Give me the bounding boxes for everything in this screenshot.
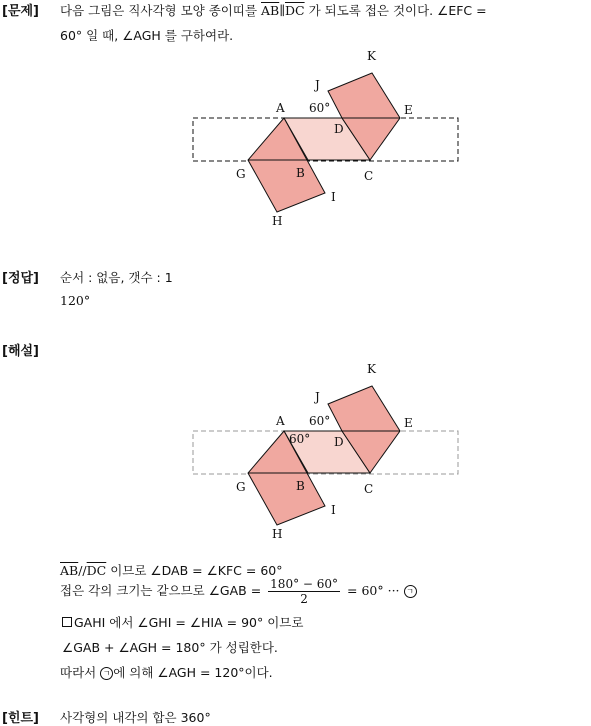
answer-tag: [정답] (2, 271, 39, 286)
segment-ab-sol: $\overline{AB}$ (60, 563, 79, 578)
circled-mark: ㄱ (404, 585, 417, 598)
circled-mark-ref: ㄱ (100, 667, 113, 680)
label-angle-60-top: 60° (309, 414, 331, 428)
figure-problem (0, 0, 591, 240)
label-A-2: A (276, 414, 285, 428)
parallel-symbol-sol: // (78, 563, 87, 578)
solution-line-3-text: GAHI 에서 ∠GHI = ∠HIA = 90° 이므로 (74, 615, 304, 630)
solution-line-2-post: = 60° ··· (347, 583, 400, 598)
solution-line-5-pre: 따라서 (60, 665, 101, 680)
label-H: H (272, 214, 283, 228)
solution-line-5 (60, 663, 273, 681)
solution-tag: [해설] (2, 344, 39, 359)
fraction (268, 577, 340, 606)
label-D: D (334, 122, 344, 136)
label-angle-60-inner: 60° (289, 432, 311, 446)
solution-line-3 (62, 613, 303, 631)
segment-dc: $\overline{DC}$ (285, 3, 305, 18)
label-C-2: C (364, 482, 374, 496)
fraction-numerator: 180° − 60° (270, 577, 339, 591)
label-angle-60: 60° (309, 101, 331, 115)
solution-line-4: ∠GAB + ∠AGH = 180° 가 성립한다. (62, 640, 278, 655)
label-H-2: H (272, 527, 283, 541)
label-I-2: I (331, 503, 336, 517)
hint-tag: [힌트] (2, 711, 39, 726)
label-E-2: E (404, 416, 413, 430)
label-I: I (331, 190, 336, 204)
solution-line-2-pre: 접은 각의 크기는 같으므로 ∠GAB = (60, 583, 262, 598)
segment-dc-sol: $\overline{DC}$ (86, 563, 107, 578)
label-J-2: J (315, 390, 320, 404)
square-symbol-icon (62, 617, 72, 627)
label-G: G (236, 167, 246, 181)
label-G-2: G (236, 480, 246, 494)
solution-line-2 (60, 577, 417, 606)
answer-value: 120° (60, 293, 91, 308)
answer-line-1: 순서 : 없음, 갯수 : 1 (60, 270, 173, 285)
fraction-denominator: 2 (300, 592, 308, 606)
label-K-2: K (367, 362, 376, 376)
problem-text-post: 가 되도록 접은 것이다. ∠EFC = (304, 3, 487, 18)
label-J: J (315, 78, 320, 92)
label-A: A (276, 101, 285, 115)
label-D-2: D (334, 435, 344, 449)
label-B: B (296, 166, 305, 180)
segment-ab: $\overline{AB}$ (261, 3, 280, 18)
label-E: E (404, 103, 413, 117)
problem-text-pre: 다음 그림은 직사각형 모양 종이띠를 (60, 3, 261, 18)
label-K: K (367, 49, 376, 63)
solution-line-5-post: 에 의해 ∠AGH = 120°이다. (113, 665, 273, 680)
problem-line-2: 60° 일 때, ∠AGH 를 구하여라. (60, 28, 234, 43)
parallel-symbol: ∥ (279, 3, 285, 18)
label-C: C (364, 169, 374, 183)
label-B-2: B (296, 479, 305, 493)
problem-tag: [문제] (2, 4, 39, 19)
solution-line-1-text: 이므로 ∠DAB = ∠KFC = 60° (106, 563, 283, 578)
figure-solution (0, 355, 591, 545)
hint-text: 사각형의 내각의 합은 360° (60, 710, 211, 725)
